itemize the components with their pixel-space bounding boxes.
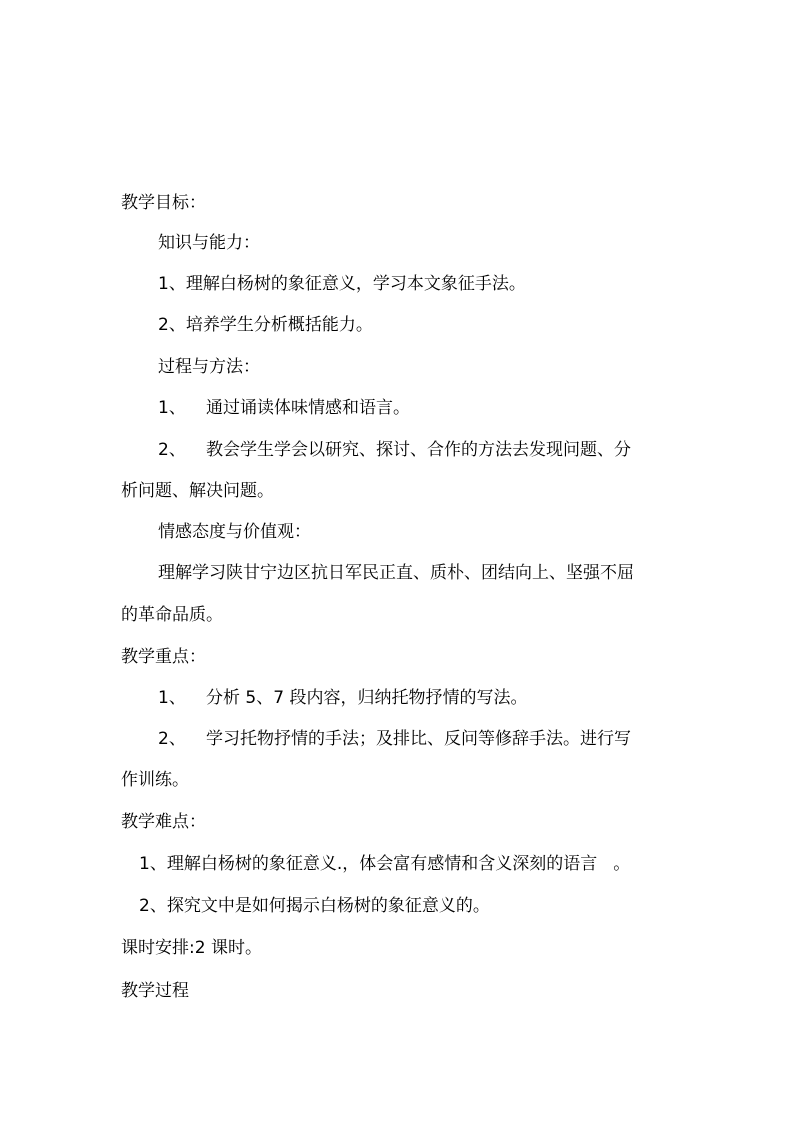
key-item-1-text: 分析 5、7 段内容，归纳托物抒情的写法。 <box>206 688 528 708</box>
key-item-2-continuation: 作训练。 <box>121 770 189 790</box>
process-item-2 <box>158 439 631 461</box>
difficult-item-2: 2、探究文中是如何揭示白杨树的象征意义的。 <box>139 896 490 916</box>
heading-difficult-points: 教学难点： <box>121 812 206 832</box>
process-item-2-text: 教会学生学会以研究、探讨、合作的方法去发现问题、分 <box>206 440 631 460</box>
difficult-item-1 <box>139 853 630 875</box>
key-item-2-number: 2、 <box>158 729 186 749</box>
heading-teaching-process: 教学过程 <box>121 981 189 1001</box>
process-item-2-continuation: 析问题、解决问题。 <box>121 481 274 501</box>
difficult-item-1-text: 1、理解白杨树的象征意义.，体会富有感情和含义深刻的语言 <box>139 854 598 874</box>
key-item-1 <box>158 687 527 709</box>
difficult-item-1-tail: 。 <box>613 854 631 874</box>
subheading-knowledge: 知识与能力： <box>158 233 260 253</box>
heading-key-points: 教学重点： <box>121 647 206 667</box>
emotion-item-1: 理解学习陕甘宁边区抗日军民正直、质朴、团结向上、坚强不屈 <box>158 563 634 583</box>
process-item-1-number: 1、 <box>158 398 186 418</box>
subheading-emotion: 情感态度与价值观： <box>158 522 311 542</box>
emotion-item-1-continuation: 的革命品质。 <box>121 605 223 625</box>
process-item-1-text: 通过诵读体味情感和语言。 <box>206 398 410 418</box>
key-item-1-number: 1、 <box>158 688 186 708</box>
heading-objectives: 教学目标： <box>121 193 206 213</box>
schedule-line: 课时安排:2 课时。 <box>121 938 262 958</box>
subheading-process: 过程与方法： <box>158 357 260 377</box>
knowledge-item-2: 2、培养学生分析概括能力。 <box>158 315 373 335</box>
process-item-2-number: 2、 <box>158 440 186 460</box>
knowledge-item-1: 1、理解白杨树的象征意义，学习本文象征手法。 <box>158 274 526 294</box>
process-item-1 <box>158 397 410 419</box>
key-item-2 <box>158 728 631 750</box>
key-item-2-text: 学习托物抒情的手法；及排比、反问等修辞手法。进行写 <box>206 729 631 749</box>
